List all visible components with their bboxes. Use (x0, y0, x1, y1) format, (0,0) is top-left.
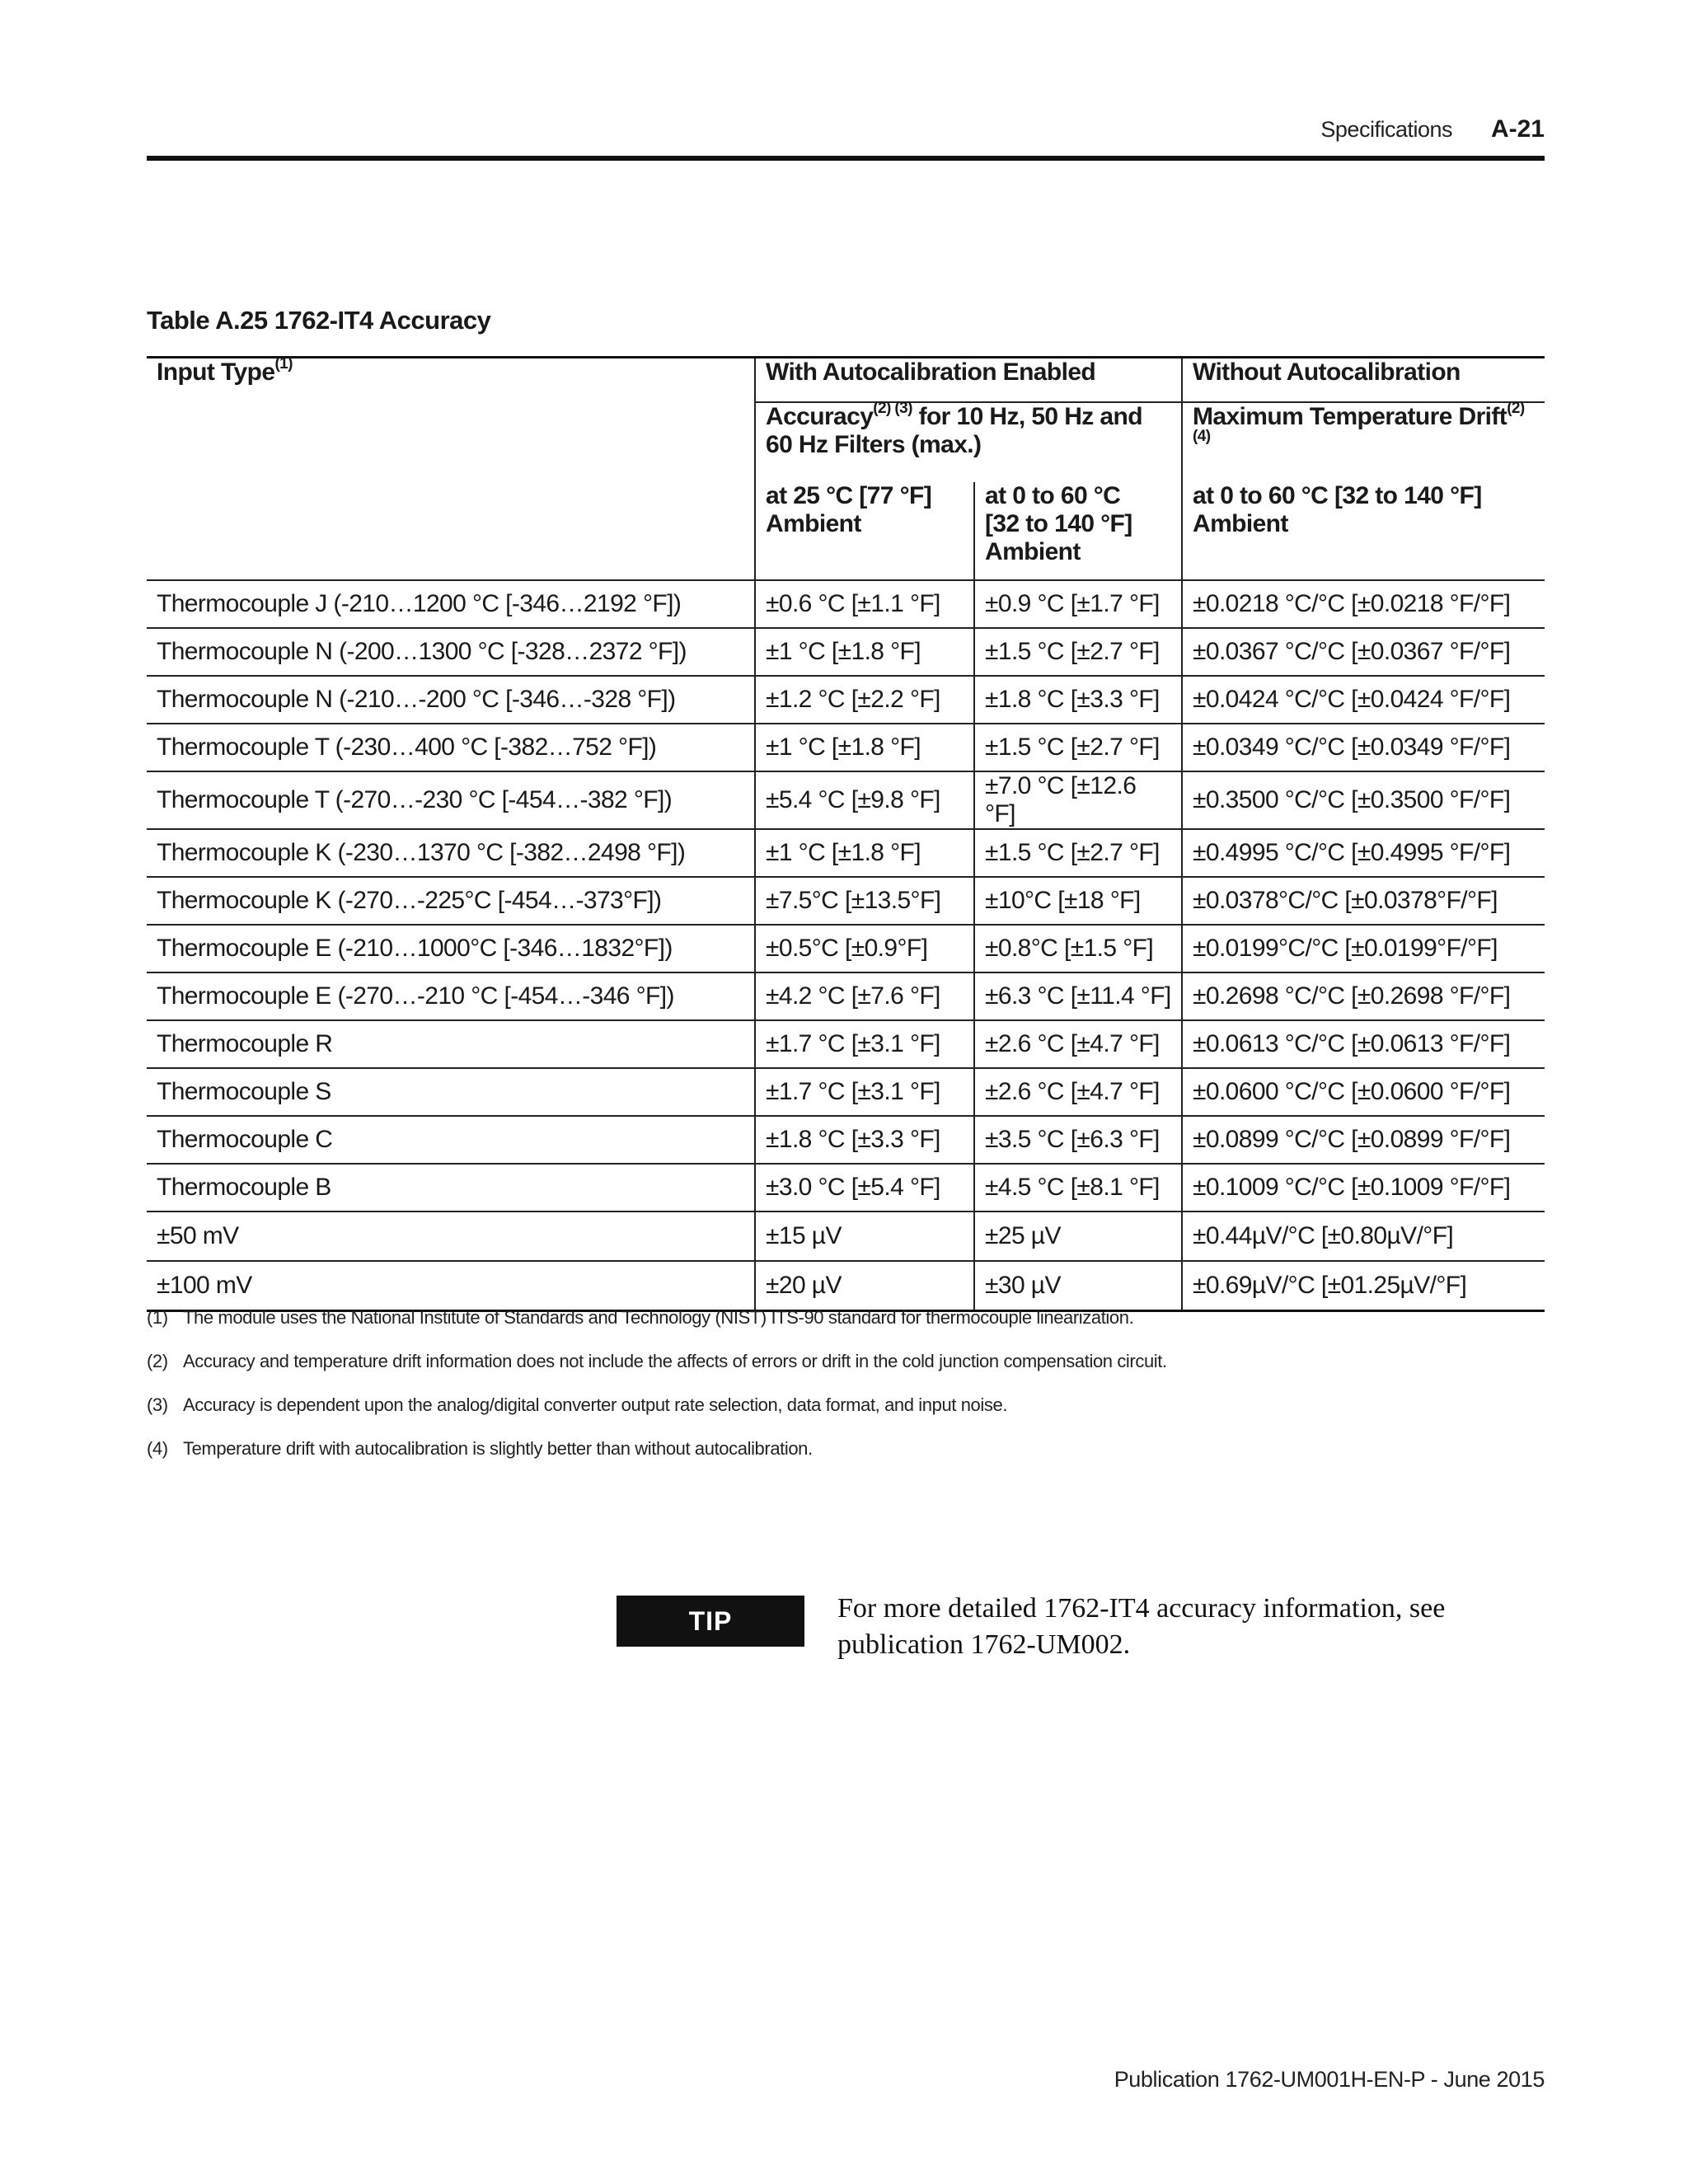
cell-accuracy-25c: ±0.5°C [±0.9°F] (755, 925, 974, 972)
header-autocal-enabled: With Autocalibration Enabled (755, 358, 1182, 403)
header-page-number: A-21 (1490, 115, 1545, 143)
header-at-25c: at 25 °C [77 °F] Ambient (755, 482, 974, 580)
table-row (147, 1116, 1545, 1164)
table-row (147, 1261, 1545, 1311)
cell-temp-drift: ±0.0899 °C/°C [±0.0899 °F/°F] (1182, 1116, 1545, 1164)
cell-accuracy-0-60c: ±2.6 °C [±4.7 °F] (974, 1068, 1182, 1116)
cell-input-type: Thermocouple C (147, 1116, 755, 1164)
cell-input-type: ±100 mV (147, 1261, 755, 1311)
cell-accuracy-0-60c: ±10°C [±18 °F] (974, 877, 1182, 925)
cell-temp-drift: ±0.69µV/°C [±01.25µV/°F] (1182, 1261, 1545, 1311)
cell-accuracy-25c: ±3.0 °C [±5.4 °F] (755, 1164, 974, 1212)
table-title: Table A.25 1762-IT4 Accuracy (147, 306, 491, 335)
cell-accuracy-0-60c: ±6.3 °C [±11.4 °F] (974, 972, 1182, 1020)
cell-accuracy-25c: ±0.6 °C [±1.1 °F] (755, 580, 974, 628)
accuracy-table (147, 356, 1545, 1312)
cell-accuracy-25c: ±1 °C [±1.8 °F] (755, 829, 974, 877)
footnote: (4) Temperature drift with autocalibration is slightly better than without autocalibration. (147, 1438, 813, 1459)
table-row (147, 1020, 1545, 1068)
header-input-type: Input Type$^{(1)}$ (147, 358, 755, 581)
cell-accuracy-25c: ±1.8 °C [±3.3 °F] (755, 1116, 974, 1164)
tip-label: TIP (617, 1596, 804, 1647)
cell-input-type: Thermocouple N (-200…1300 °C [-328…2372 °F]) (147, 628, 755, 676)
cell-accuracy-0-60c: ±4.5 °C [±8.1 °F] (974, 1164, 1182, 1212)
cell-temp-drift: ±0.3500 °C/°C [±0.3500 °F/°F] (1182, 771, 1545, 829)
cell-accuracy-25c: ±1 °C [±1.8 °F] (755, 724, 974, 771)
cell-temp-drift: ±0.4995 °C/°C [±0.4995 °F/°F] (1182, 829, 1545, 877)
cell-temp-drift: ±0.0349 °C/°C [±0.0349 °F/°F] (1182, 724, 1545, 771)
header-rule (147, 156, 1545, 161)
header-section-title: Specifications (1320, 117, 1452, 142)
table-row (147, 580, 1545, 628)
table-header-row (147, 358, 1545, 403)
footnote: (3) Accuracy is dependent upon the analog/digital converter output rate selection, data format, and input noise. (147, 1394, 1008, 1415)
cell-input-type: Thermocouple S (147, 1068, 755, 1116)
cell-accuracy-0-60c: ±1.5 °C [±2.7 °F] (974, 628, 1182, 676)
cell-accuracy-0-60c: ±30 µV (974, 1261, 1182, 1311)
cell-accuracy-0-60c: ±7.0 °C [±12.6 °F] (974, 771, 1182, 829)
table-row (147, 1212, 1545, 1261)
cell-accuracy-25c: ±1 °C [±1.8 °F] (755, 628, 974, 676)
cell-accuracy-25c: ±1.2 °C [±2.2 °F] (755, 676, 974, 724)
cell-input-type: Thermocouple K (-230…1370 °C [-382…2498 °F]) (147, 829, 755, 877)
cell-input-type: Thermocouple R (147, 1020, 755, 1068)
cell-accuracy-0-60c: ±1.5 °C [±2.7 °F] (974, 724, 1182, 771)
cell-input-type: ±50 mV (147, 1212, 755, 1261)
cell-accuracy-0-60c: ±0.9 °C [±1.7 °F] (974, 580, 1182, 628)
cell-accuracy-25c: ±5.4 °C [±9.8 °F] (755, 771, 974, 829)
table-row (147, 972, 1545, 1020)
cell-accuracy-25c: ±4.2 °C [±7.6 °F] (755, 972, 974, 1020)
cell-input-type: Thermocouple E (-210…1000°C [-346…1832°F]) (147, 925, 755, 972)
cell-accuracy-0-60c: ±1.5 °C [±2.7 °F] (974, 829, 1182, 877)
cell-temp-drift: ±0.1009 °C/°C [±0.1009 °F/°F] (1182, 1164, 1545, 1212)
cell-input-type: Thermocouple K (-270…-225°C [-454…-373°F]) (147, 877, 755, 925)
header-at-0-60c: at 0 to 60 °C [32 to 140 °F] Ambient (974, 482, 1182, 580)
table-row (147, 925, 1545, 972)
table-row (147, 1164, 1545, 1212)
header-max-drift: Maximum Temperature Drift$^{(2) (4)}$ (1182, 402, 1545, 482)
cell-input-type: Thermocouple N (-210…-200 °C [-346…-328 °F]) (147, 676, 755, 724)
header-without-autocal: Without Autocalibration (1182, 358, 1545, 403)
cell-temp-drift: ±0.44µV/°C [±0.80µV/°F] (1182, 1212, 1545, 1261)
cell-accuracy-25c: ±15 µV (755, 1212, 974, 1261)
cell-accuracy-25c: ±1.7 °C [±3.1 °F] (755, 1068, 974, 1116)
cell-temp-drift: ±0.0218 °C/°C [±0.0218 °F/°F] (1182, 580, 1545, 628)
cell-accuracy-25c: ±20 µV (755, 1261, 974, 1311)
tip-text: For more detailed 1762-IT4 accuracy information, see publication 1762-UM002. (837, 1593, 1446, 1660)
cell-temp-drift: ±0.0600 °C/°C [±0.0600 °F/°F] (1182, 1068, 1545, 1116)
cell-accuracy-0-60c: ±1.8 °C [±3.3 °F] (974, 676, 1182, 724)
cell-accuracy-25c: ±7.5°C [±13.5°F] (755, 877, 974, 925)
table-row (147, 676, 1545, 724)
table-row (147, 829, 1545, 877)
table-row (147, 771, 1545, 829)
footnote: (1) The module uses the National Institute of Standards and Technology (NIST) ITS-90 standard for thermocouple linearization. (147, 1307, 1134, 1328)
page-header (147, 115, 1545, 158)
cell-temp-drift: ±0.0378°C/°C [±0.0378°F/°F] (1182, 877, 1545, 925)
table-row (147, 724, 1545, 771)
table-row (147, 877, 1545, 925)
cell-temp-drift: ±0.0424 °C/°C [±0.0424 °F/°F] (1182, 676, 1545, 724)
cell-input-type: Thermocouple T (-270…-230 °C [-454…-382 °F]) (147, 771, 755, 829)
table-row (147, 628, 1545, 676)
header-accuracy: Accuracy$^{(2) (3)}$ for 10 Hz, 50 Hz and 60 Hz Filters (max.) (755, 402, 1182, 482)
footnote: (2) Accuracy and temperature drift information does not include the affects of errors or drift in the cold junction compensation circuit. (147, 1351, 1167, 1371)
cell-temp-drift: ±0.0199°C/°C [±0.0199°F/°F] (1182, 925, 1545, 972)
footer-publication: Publication 1762-UM001H-EN-P - June 2015 (1114, 2067, 1545, 2092)
header-drift-condition: at 0 to 60 °C [32 to 140 °F] Ambient (1182, 482, 1545, 580)
table-body (147, 580, 1545, 1311)
cell-temp-drift: ±0.0613 °C/°C [±0.0613 °F/°F] (1182, 1020, 1545, 1068)
cell-input-type: Thermocouple E (-270…-210 °C [-454…-346 °F]) (147, 972, 755, 1020)
cell-temp-drift: ±0.0367 °C/°C [±0.0367 °F/°F] (1182, 628, 1545, 676)
cell-accuracy-0-60c: ±25 µV (974, 1212, 1182, 1261)
cell-accuracy-25c: ±1.7 °C [±3.1 °F] (755, 1020, 974, 1068)
cell-input-type: Thermocouple J (-210…1200 °C [-346…2192 °F]) (147, 580, 755, 628)
cell-temp-drift: ±0.2698 °C/°C [±0.2698 °F/°F] (1182, 972, 1545, 1020)
table-row (147, 1068, 1545, 1116)
cell-accuracy-0-60c: ±0.8°C [±1.5 °F] (974, 925, 1182, 972)
cell-accuracy-0-60c: ±3.5 °C [±6.3 °F] (974, 1116, 1182, 1164)
cell-input-type: Thermocouple T (-230…400 °C [-382…752 °F]) (147, 724, 755, 771)
cell-input-type: Thermocouple B (147, 1164, 755, 1212)
cell-accuracy-0-60c: ±2.6 °C [±4.7 °F] (974, 1020, 1182, 1068)
